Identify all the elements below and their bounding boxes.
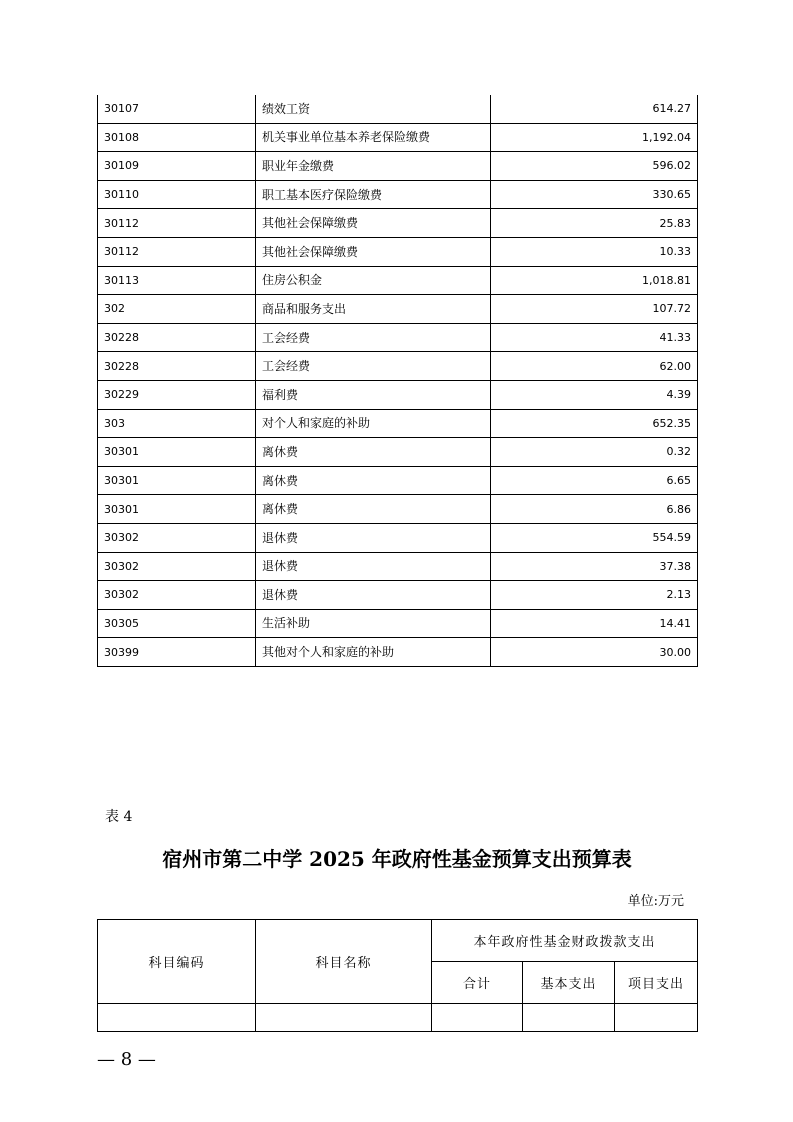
empty-cell (615, 1004, 698, 1032)
amount-cell: 14.41 (491, 609, 698, 638)
name-cell: 工会经费 (256, 323, 491, 352)
amount-cell: 330.65 (491, 180, 698, 209)
table-row (98, 237, 698, 266)
name-cell: 其他对个人和家庭的补助 (256, 638, 491, 667)
name-cell: 退休费 (256, 581, 491, 610)
table-label: 表 4 (105, 809, 133, 825)
amount-cell: 1,018.81 (491, 266, 698, 295)
code-cell: 303 (98, 409, 256, 438)
expense-table (97, 95, 698, 667)
table-row (98, 466, 698, 495)
table-row (98, 495, 698, 524)
name-cell: 职业年金缴费 (256, 152, 491, 181)
name-cell: 机关事业单位基本养老保险缴费 (256, 123, 491, 152)
empty-cell (432, 1004, 523, 1032)
amount-cell: 652.35 (491, 409, 698, 438)
code-cell: 30301 (98, 438, 256, 467)
amount-cell: 4.39 (491, 380, 698, 409)
amount-cell: 614.27 (491, 95, 698, 123)
table-row (98, 523, 698, 552)
code-cell: 30302 (98, 581, 256, 610)
name-cell: 生活补助 (256, 609, 491, 638)
header-code: 科目编码 (98, 920, 256, 1004)
table-row (98, 352, 698, 381)
table-row (98, 581, 698, 610)
name-cell: 福利费 (256, 380, 491, 409)
code-cell: 30301 (98, 466, 256, 495)
code-cell: 30113 (98, 266, 256, 295)
header-total: 合计 (432, 962, 523, 1004)
code-cell: 30109 (98, 152, 256, 181)
code-cell: 30305 (98, 609, 256, 638)
header-group: 本年政府性基金财政拨款支出 (432, 920, 698, 962)
table-row (98, 380, 698, 409)
code-cell: 30228 (98, 323, 256, 352)
amount-cell: 30.00 (491, 638, 698, 667)
header-project: 项目支出 (615, 962, 698, 1004)
header-basic: 基本支出 (523, 962, 615, 1004)
code-cell: 30108 (98, 123, 256, 152)
name-cell: 住房公积金 (256, 266, 491, 295)
table-row (98, 323, 698, 352)
name-cell: 对个人和家庭的补助 (256, 409, 491, 438)
name-cell: 工会经费 (256, 352, 491, 381)
name-cell: 离休费 (256, 438, 491, 467)
empty-cell (98, 1004, 256, 1032)
table-row (98, 95, 698, 123)
name-cell: 其他社会保障缴费 (256, 209, 491, 238)
table-row (98, 209, 698, 238)
amount-cell: 107.72 (491, 295, 698, 324)
page-number: — 8 — (97, 1049, 156, 1070)
amount-cell: 6.65 (491, 466, 698, 495)
code-cell: 302 (98, 295, 256, 324)
code-cell: 30301 (98, 495, 256, 524)
code-cell: 30110 (98, 180, 256, 209)
code-cell: 30112 (98, 209, 256, 238)
code-cell: 30302 (98, 552, 256, 581)
fund-expenditure-table (97, 919, 698, 1032)
empty-row (98, 1004, 698, 1032)
amount-cell: 2.13 (491, 581, 698, 610)
name-cell: 商品和服务支出 (256, 295, 491, 324)
amount-cell: 554.59 (491, 523, 698, 552)
name-cell: 离休费 (256, 466, 491, 495)
table-row (98, 123, 698, 152)
header-name: 科目名称 (256, 920, 432, 1004)
code-cell: 30399 (98, 638, 256, 667)
amount-cell: 6.86 (491, 495, 698, 524)
table-row (98, 552, 698, 581)
name-cell: 离休费 (256, 495, 491, 524)
amount-cell: 25.83 (491, 209, 698, 238)
table-row (98, 638, 698, 667)
code-cell: 30107 (98, 95, 256, 123)
table-row (98, 295, 698, 324)
table-row (98, 180, 698, 209)
name-cell: 职工基本医疗保险缴费 (256, 180, 491, 209)
empty-cell (256, 1004, 432, 1032)
name-cell: 退休费 (256, 552, 491, 581)
expense-table-body (98, 95, 698, 666)
name-cell: 其他社会保障缴费 (256, 237, 491, 266)
amount-cell: 37.38 (491, 552, 698, 581)
amount-cell: 1,192.04 (491, 123, 698, 152)
table-row (98, 609, 698, 638)
amount-cell: 41.33 (491, 323, 698, 352)
amount-cell: 0.32 (491, 438, 698, 467)
code-cell: 30228 (98, 352, 256, 381)
table-row (98, 409, 698, 438)
page-title: 宿州市第二中学 2025 年政府性基金预算支出预算表 (162, 847, 632, 871)
amount-cell: 10.33 (491, 237, 698, 266)
table-row (98, 438, 698, 467)
empty-cell (523, 1004, 615, 1032)
code-cell: 30112 (98, 237, 256, 266)
amount-cell: 596.02 (491, 152, 698, 181)
amount-cell: 62.00 (491, 352, 698, 381)
code-cell: 30229 (98, 380, 256, 409)
code-cell: 30302 (98, 523, 256, 552)
unit-label: 单位:万元 (627, 894, 684, 909)
name-cell: 绩效工资 (256, 95, 491, 123)
table-row (98, 152, 698, 181)
name-cell: 退休费 (256, 523, 491, 552)
table-row (98, 266, 698, 295)
